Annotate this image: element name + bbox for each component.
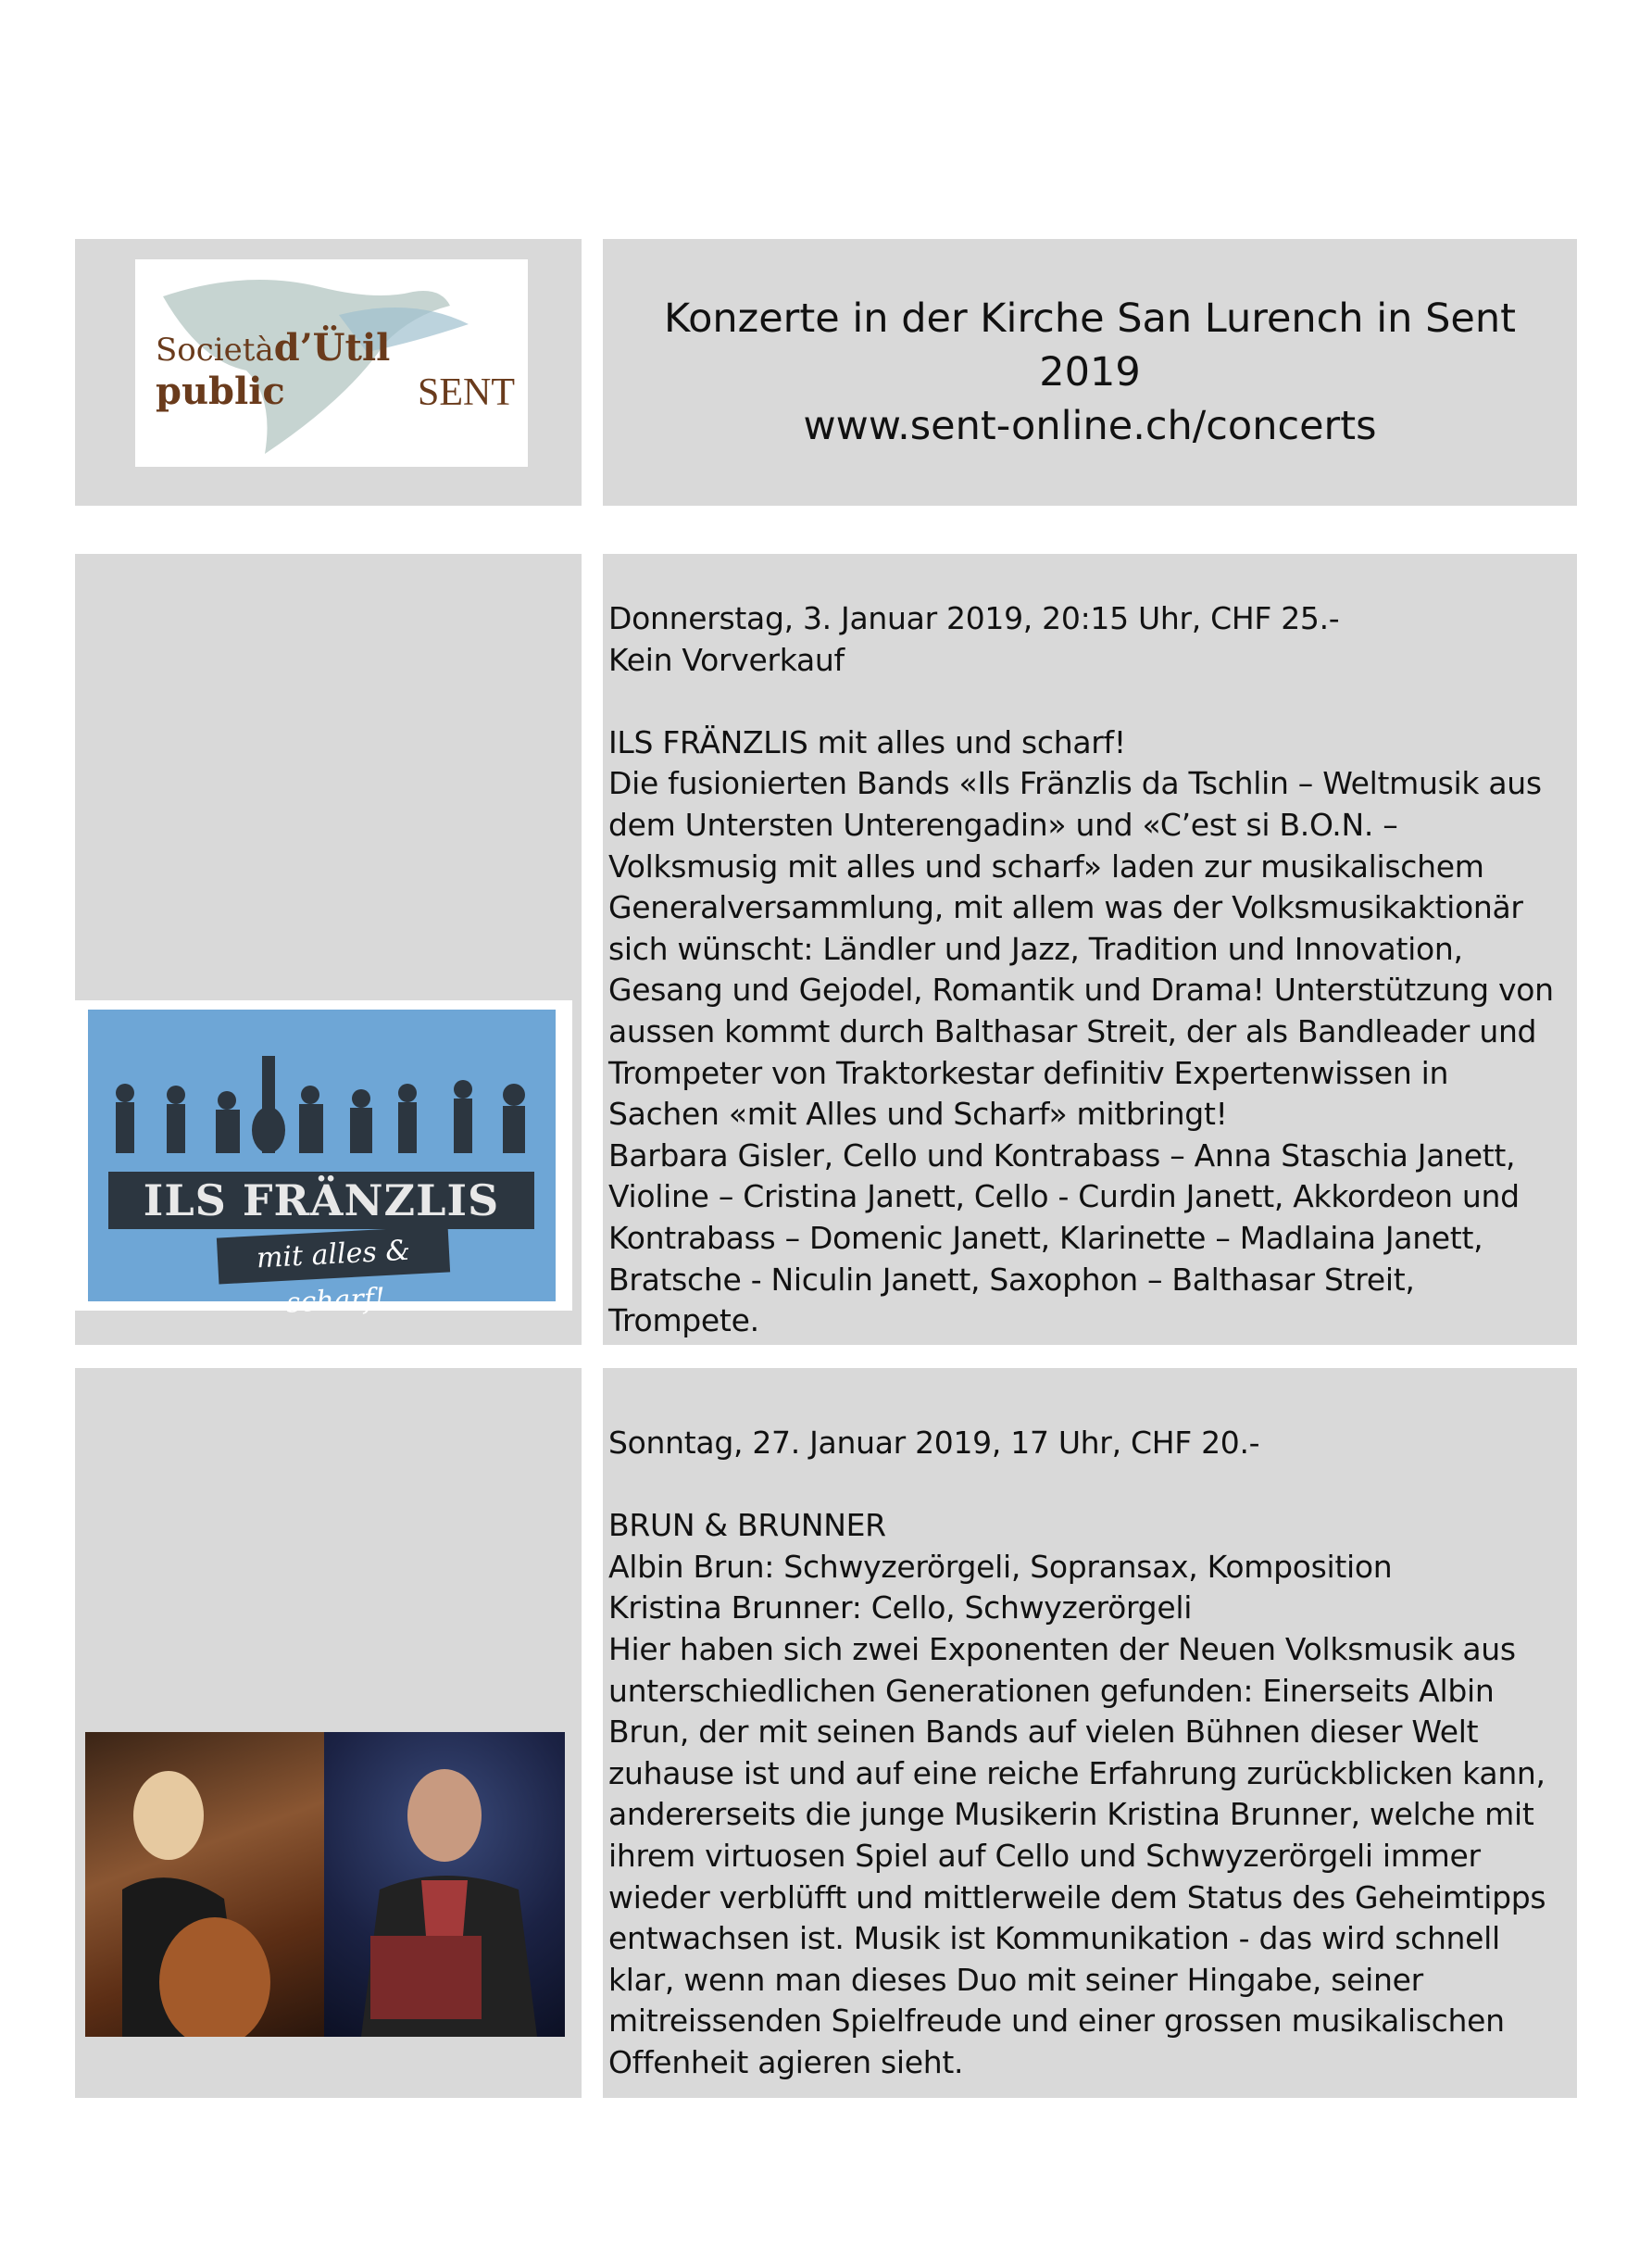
text-line: Die fusionierten Bands «Ils Fränzlis da Tschlin – Weltmusik aus [608, 765, 1542, 802]
text-line: Trompete. [608, 1302, 759, 1339]
accordionist-photo [324, 1732, 565, 2037]
text-line: andererseits die junge Musikerin Kristina Brunner, welche mit [608, 1796, 1534, 1833]
text-line: Kein Vorverkauf [608, 641, 845, 678]
text-line: Violine – Cristina Janett, Cello - Curdin Janett, Akkordeon und [608, 1178, 1520, 1215]
text-line: Offenheit agieren sieht. [608, 2043, 964, 2080]
text-line: entwachsen ist. Musik ist Kommunikation - das wird schnell [608, 1920, 1500, 1957]
website-link[interactable]: www.sent-online.ch/concerts [803, 403, 1377, 449]
text-line: unterschiedlichen Generationen gefunden: Einerseits Albin [608, 1672, 1495, 1709]
event-2-description [608, 1423, 1546, 2084]
text-line: Bratsche - Niculin Janett, Saxophon – Balthasar Streit, [608, 1261, 1415, 1298]
cellist-photo [85, 1732, 324, 2037]
text-line: BRUN & BRUNNER [608, 1507, 886, 1544]
text-line: aussen kommt durch Balthasar Streit, der als Bandleader und [608, 1012, 1537, 1049]
brun-brunner-photo [85, 1732, 565, 2037]
text-line: sich wünscht: Ländler und Jazz, Tradition und Innovation, [608, 930, 1463, 967]
text-line: Gesang und Gejodel, Romantik und Drama! Unterstützung von [608, 972, 1554, 1009]
text-line: Donnerstag, 3. Januar 2019, 20:15 Uhr, CHF 25.- [608, 600, 1340, 636]
text-line: Sachen «mit Alles und Scharf» mitbringt! [608, 1096, 1228, 1133]
societa-logo [135, 259, 528, 467]
text-line [608, 681, 1554, 722]
page-title [603, 239, 1577, 506]
text-line: ihrem virtuosen Spiel auf Cello und Schwyzerörgeli immer [608, 1837, 1481, 1874]
text-line: dem Untersten Unterengadin» und «C’est si B.O.N. – [608, 806, 1398, 843]
text-line: Brun, der mit seinen Bands auf vielen Bühnen dieser Welt [608, 1714, 1479, 1751]
title-year: 2019 [1039, 349, 1141, 396]
text-line: Albin Brun: Schwyzerörgeli, Sopransax, Komposition [608, 1548, 1393, 1585]
text-line: zuhause ist und auf eine reiche Erfahrung zurückblicken kann, [608, 1754, 1546, 1791]
text-line [608, 1464, 1546, 1506]
franzlis-subtitle: mit alles & scharf! [217, 1225, 450, 1284]
text-line: Sonntag, 27. Januar 2019, 17 Uhr, CHF 20.- [608, 1425, 1260, 1461]
event-1-description [608, 598, 1554, 1342]
franzlis-title: ILS FRÄNZLIS [108, 1172, 534, 1229]
text-line: Kontrabass – Domenic Janett, Klarinette – Madlaina Janett, [608, 1219, 1483, 1256]
text-line: mitreissenden Spielfreude und einer grossen musikalischen [608, 2003, 1505, 2040]
text-line: klar, wenn man dieses Duo mit seiner Hingabe, seiner [608, 1961, 1423, 1998]
text-line: ILS FRÄNZLIS mit alles und scharf! [608, 723, 1126, 760]
text-line: Volksmusig mit alles und scharf» laden zur musikalischem [608, 848, 1484, 885]
text-line: Hier haben sich zwei Exponenten der Neuen Volksmusik aus [608, 1630, 1516, 1667]
text-line: Kristina Brunner: Cello, Schwyzerörgeli [608, 1589, 1193, 1626]
logo-line1: Societàd’Ütil public [156, 326, 391, 413]
logo-line2: SENT [418, 371, 515, 414]
musicians-silhouette-icon [88, 1010, 556, 1167]
ils-franzlis-image [75, 1000, 572, 1320]
text-line: wieder verblüfft und mittlerweile dem Status des Geheimtipps [608, 1878, 1546, 1915]
text-line: Barbara Gisler, Cello und Kontrabass – Anna Staschia Janett, [608, 1136, 1516, 1174]
title-line: Konzerte in der Kirche San Lurench in Sent [664, 295, 1516, 342]
text-line: Generalversammlung, mit allem was der Volksmusikaktionär [608, 889, 1523, 926]
text-line: Trompeter von Traktorkestar definitiv Expertenwissen in [608, 1054, 1449, 1091]
